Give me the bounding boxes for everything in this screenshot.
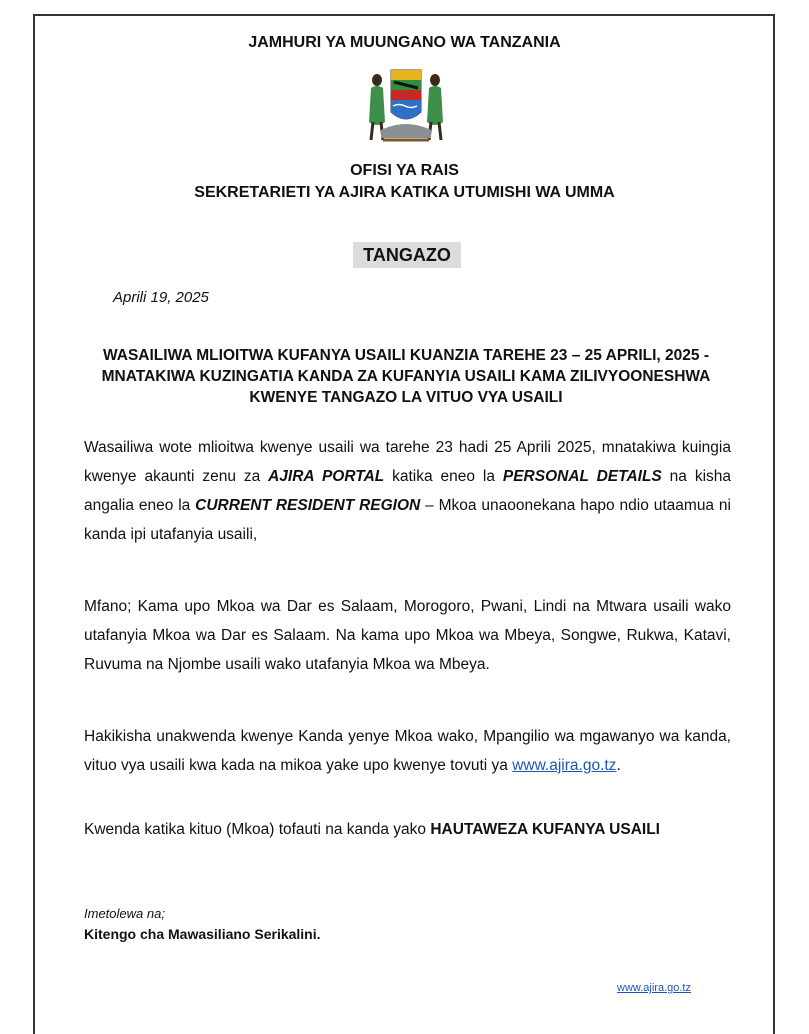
p3-text: Hakikisha unakwenda kwenye Kanda yenye Mkoa wako, Mpangilio wa mgawanyo wa kanda, vituo vya usaili kwa kada na mikoa yake upo kwenye tovuti ya (84, 728, 731, 774)
notice-title: TANGAZO (353, 242, 461, 268)
ajira-website-link[interactable]: www.ajira.go.tz (512, 757, 617, 774)
issuing-unit: Kitengo cha Mawasiliano Serikalini. (84, 926, 321, 942)
p1-personal-details: PERSONAL DETAILS (502, 468, 662, 485)
country-name: JAMHURI YA MUUNGANO WA TANZANIA (248, 34, 561, 51)
p1-text-1: Wasailiwa wote mlioitwa kwenye usaili wa tarehe 23 hadi 25 Aprili 2025, mnatakiwa kuingia kwenye akaunti zenu za (84, 439, 731, 485)
p4-warning-bold: HAUTAWEZA KUFANYA USAILI (430, 821, 660, 838)
signature-block (84, 904, 321, 944)
secretariat-name: SEKRETARIETI YA AJIRA KATIKA UTUMISHI WA UMMA (194, 184, 615, 201)
paragraph-example: Mfano; Kama upo Mkoa wa Dar es Salaam, Morogoro, Pwani, Lindi na Mtwara usaili wako utafanyia Mkoa wa Dar es Salaam. Na kama upo Mkoa wa Mbeya, Songwe, Rukwa, Katavi, Ruvuma na Njombe usaili wako utafanyia Mkoa wa Mbeya. (84, 598, 731, 673)
office-name: OFISI YA RAIS (350, 162, 459, 179)
notice-headline: WASAILIWA MLIOITWA KUFANYA USAILI KUANZIA TAREHE 23 – 25 APRILI, 2025 - MNATAKIWA KUZINGATIA KANDA ZA KUFANYIA USAILI KAMA ZILIVYOONESHWA KWENYE TANGAZO LA VITUO VYA USAILI (101, 347, 711, 406)
issued-by: Imetolewa na; (84, 906, 165, 921)
paragraph-warning (84, 815, 731, 844)
coat-of-arms-icon (361, 60, 451, 148)
p3-end: . (616, 757, 621, 774)
office-block (0, 160, 809, 204)
p1-text-2: katika eneo la (384, 468, 503, 485)
paragraph-instructions (84, 433, 731, 549)
p1-ajira-portal: AJIRA PORTAL (268, 468, 385, 485)
paragraph-zones (84, 722, 731, 780)
p1-current-region: CURRENT RESIDENT REGION (195, 497, 421, 514)
p4-text: Kwenda katika kituo (Mkoa) tofauti na kanda yako (84, 821, 431, 838)
footer-website-link[interactable]: www.ajira.go.tz (617, 982, 691, 994)
p1-text-4: – Mkoa unaoonekana hapo ndio utaamua ni kanda ipi utafanyia usaili, (84, 497, 731, 543)
notice-date: Aprili 19, 2025 (113, 289, 209, 306)
p1-text-3: na kisha angalia eneo la (84, 468, 732, 514)
